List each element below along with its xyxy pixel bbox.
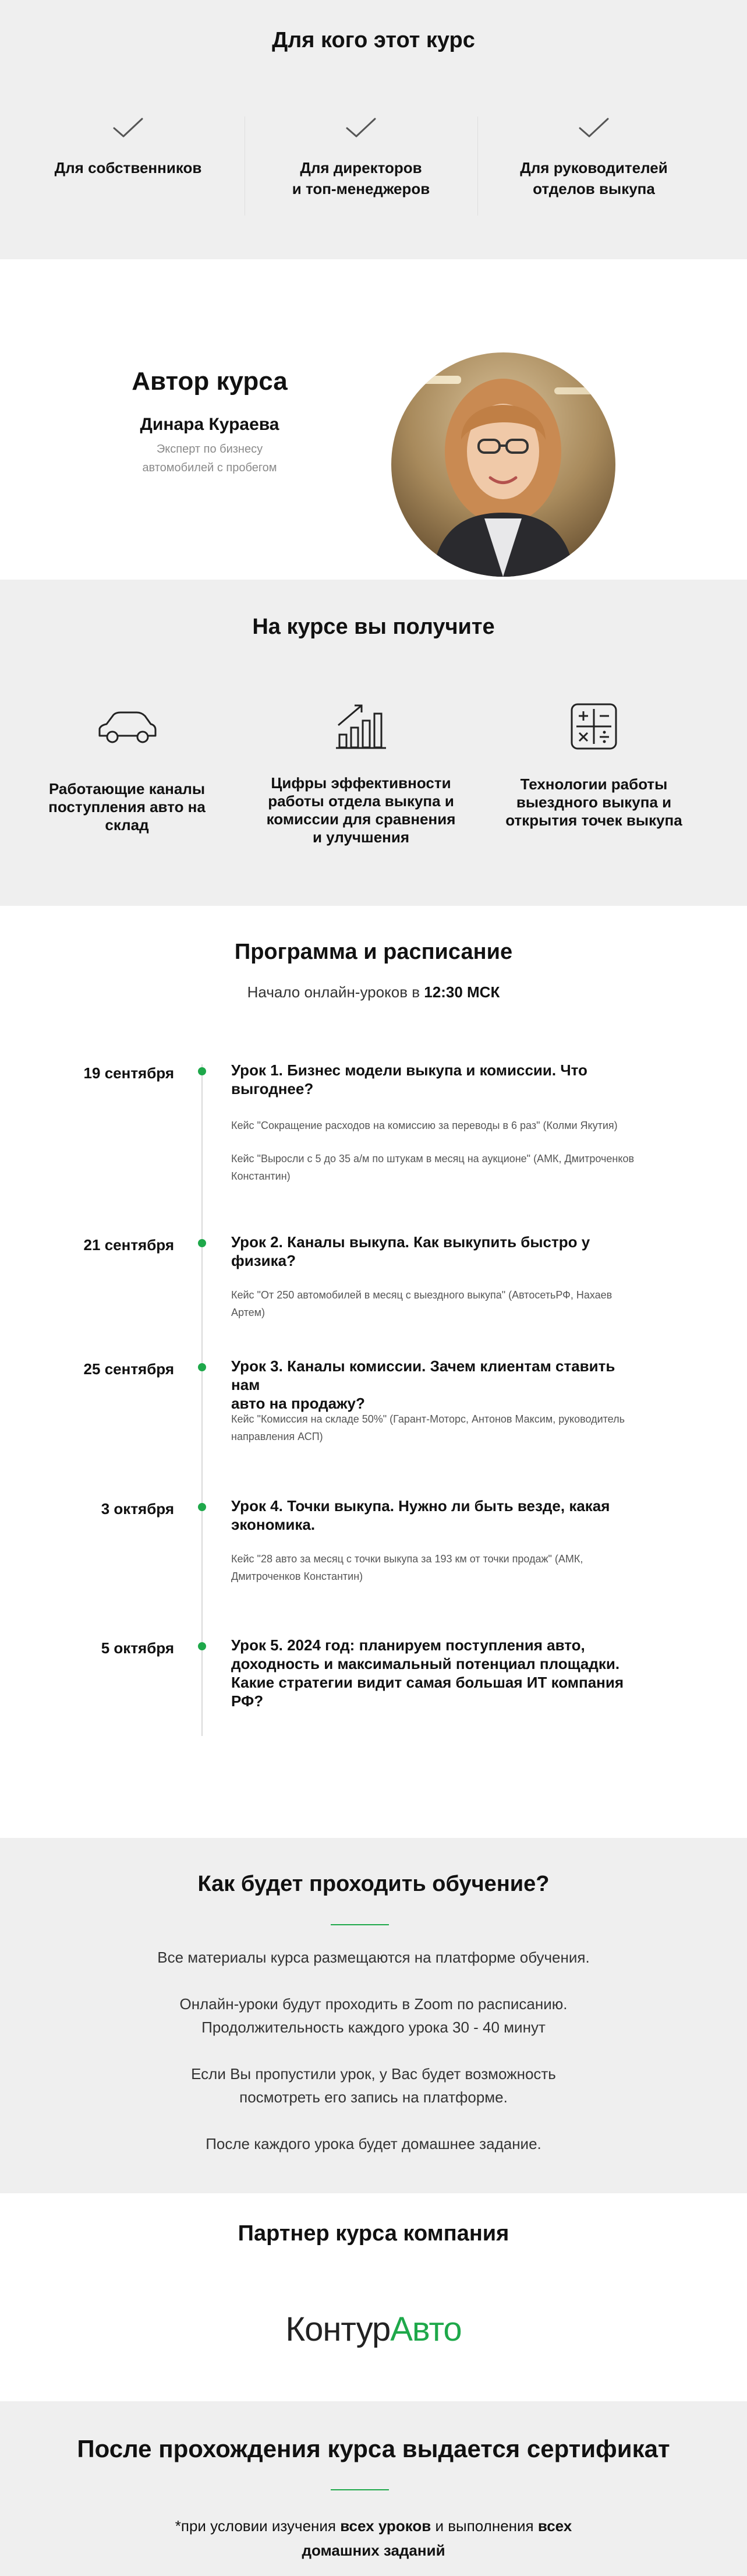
checkmark-icon <box>111 117 146 140</box>
timeline-dot <box>198 1642 206 1650</box>
timeline-dot <box>198 1503 206 1511</box>
lesson-title: Урок 1. Бизнес модели выкупа и комиссии. Что выгоднее? <box>231 1061 587 1098</box>
author-name: Динара Кураева <box>140 415 279 434</box>
lesson-case: Кейс "От 250 автомобилей в месяц с выездного выкупа" (АвтосетьРФ, Нахаев Артем) <box>231 1289 613 1318</box>
lesson-case: Кейс "Сокращение расходов на комиссию за переводы в 6 раз" (Колми Якутия) <box>231 1120 618 1131</box>
author-title: Автор курса <box>132 367 288 396</box>
subtitle-text: Начало онлайн-уроков в <box>247 983 424 1001</box>
timeline-dot <box>198 1239 206 1247</box>
green-divider <box>331 1924 389 1925</box>
audience-item-heads <box>477 117 710 199</box>
certificate-section <box>0 2401 747 2576</box>
learning-paragraph: Если Вы пропустили урок, у Вас будет возможность посмотреть его запись на платформе. <box>191 2065 556 2106</box>
lesson-title: Урок 4. Точки выкупа. Нужно ли быть везде, какая экономика. <box>231 1497 610 1533</box>
checkmark-icon <box>576 117 611 140</box>
timeline-dot <box>198 1067 206 1075</box>
lesson-date: 21 сентября <box>83 1236 174 1254</box>
calculator-icon <box>569 702 618 751</box>
benefit-item <box>28 707 226 834</box>
green-divider <box>331 2489 389 2490</box>
benefit-label: работы отдела выкупа и <box>268 792 454 810</box>
benefit-label: поступления авто на <box>48 798 206 816</box>
learning-paragraph: Онлайн-уроки будут проходить в Zoom по расписанию. Продолжительность каждого урока 30 - 40 минут <box>179 1995 568 2036</box>
start-time: 12:30 МСК <box>424 983 500 1001</box>
lesson-case: Кейс "Комиссия на складе 50%" (Гарант-Моторс, Антонов Максим, руководитель направления АСП) <box>231 1413 625 1442</box>
learning-title: Как будет проходить обучение? <box>197 1872 550 1896</box>
chart-growth-icon <box>335 701 387 751</box>
author-desc-line: Эксперт по бизнесу <box>156 443 263 456</box>
schedule-subtitle <box>0 983 747 1001</box>
car-icon <box>95 707 159 751</box>
certificate-condition: *при условии изучения всех уроков и выполнения всех домашних заданий <box>175 2517 572 2559</box>
logo-text-avto: Авто <box>390 2310 462 2348</box>
checkmark-icon <box>344 117 378 140</box>
lesson-date: 19 сентября <box>83 1064 174 1082</box>
schedule-title: Программа и расписание <box>234 940 513 964</box>
benefit-item <box>495 707 693 830</box>
author-desc-line: автомобилей с пробегом <box>142 461 277 474</box>
timeline-dot <box>198 1363 206 1371</box>
audience-item-owners <box>12 117 245 178</box>
benefits-section <box>0 580 747 906</box>
lesson-title: Урок 5. 2024 год: планируем поступления авто, доходность и максимальный потенциал площадки. Какие стратегии видит самая большая ИТ компания РФ? <box>231 1636 624 1710</box>
audience-item-directors <box>245 117 477 199</box>
author-description <box>93 440 326 477</box>
lesson-title: Урок 2. Каналы выкупа. Как выкупить быстро у физика? <box>231 1233 590 1269</box>
lesson-date: 25 сентября <box>83 1360 174 1378</box>
lesson-date: 3 октября <box>101 1500 174 1518</box>
partner-title: Партнер курса компания <box>238 2221 509 2246</box>
certificate-title: После прохождения курса выдается сертификат <box>77 2435 670 2462</box>
kontur-avto-logo[interactable] <box>0 2310 747 2349</box>
audience-label: Для руководителей <box>520 159 668 177</box>
learning-paragraph: Все материалы курса размещаются на платформе обучения. <box>157 1949 590 1966</box>
audience-title: Для кого этот курс <box>272 28 475 52</box>
author-photo <box>391 352 615 577</box>
benefit-label: Работающие каналы <box>48 780 206 797</box>
benefit-label: склад <box>105 816 149 834</box>
lesson-case: Кейс "28 авто за месяц с точки выкупа за 193 км от точки продаж" (АМК, Дмитроченков Константин) <box>231 1553 583 1582</box>
lesson-title: Урок 3. Каналы комиссии. Зачем клиентам ставить нам авто на продажу? <box>231 1357 615 1412</box>
logo-text-kontur: Контур <box>285 2310 391 2348</box>
benefit-item <box>262 707 460 846</box>
benefit-label: Технологии работы <box>520 775 668 793</box>
benefit-label: Цифры эффективности <box>271 774 451 792</box>
benefit-label: выездного выкупа и <box>516 793 672 811</box>
partner-section <box>0 2193 747 2401</box>
audience-label: Для собственников <box>54 159 202 177</box>
audience-label: и топ-менеджеров <box>292 180 430 197</box>
audience-label: Для директоров <box>300 159 422 177</box>
schedule-section <box>0 906 747 1838</box>
benefit-label: открытия точек выкупа <box>505 811 682 829</box>
benefit-label: и улучшения <box>312 828 410 846</box>
audience-section <box>0 0 747 259</box>
timeline-line <box>201 1064 203 1736</box>
learning-paragraph: После каждого урока будет домашнее задание. <box>206 2135 541 2152</box>
lesson-case: Кейс "Выросли с 5 до 35 а/м по штукам в месяц на аукционе" (АМК, Дмитроченков Константин) <box>231 1153 635 1182</box>
lesson-date: 5 октября <box>101 1639 174 1657</box>
learning-section <box>0 1838 747 2193</box>
audience-label: отделов выкупа <box>533 180 655 197</box>
benefit-label: комиссии для сравнения <box>266 810 456 828</box>
author-section <box>0 259 747 580</box>
benefits-title: На курсе вы получите <box>252 615 495 639</box>
